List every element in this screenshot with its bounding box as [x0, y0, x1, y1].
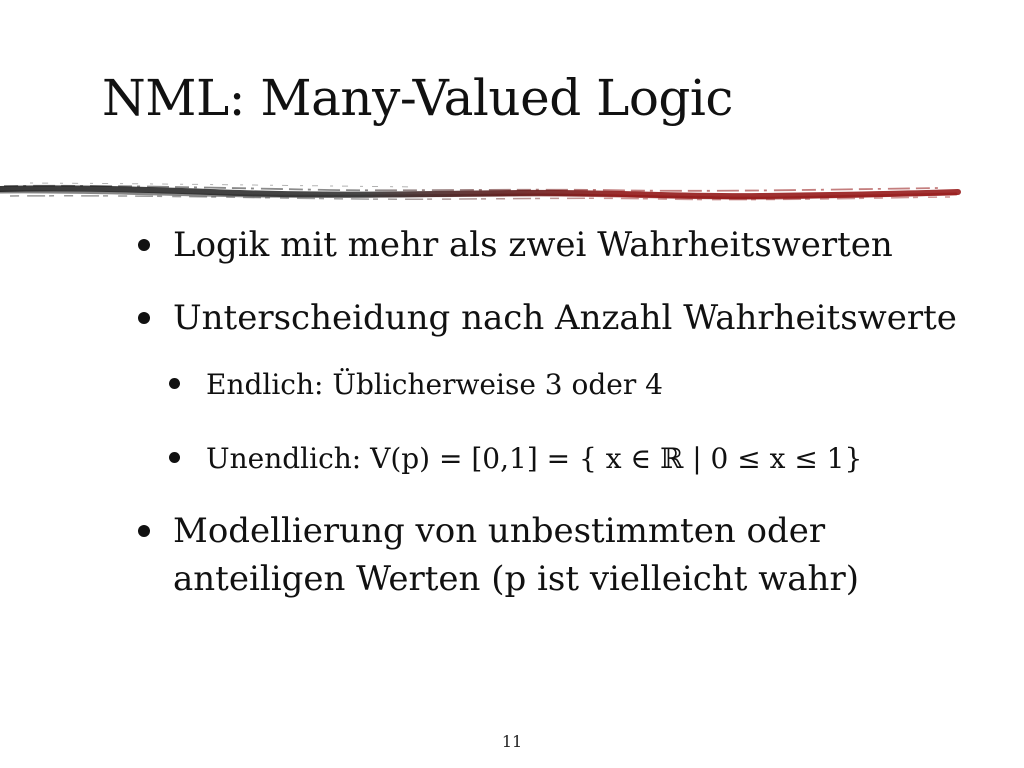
bullet-text: Modellierung von unbestimmten oder	[173, 511, 826, 551]
bullet-text: anteiligen Werten (p ist vielleicht wahr)	[173, 559, 859, 599]
bullet-item	[173, 507, 825, 555]
bullet-text: Endlich: Üblicherweise 3 oder 4	[206, 368, 663, 401]
page-number: 11	[501, 732, 523, 751]
bullet-item	[173, 294, 957, 342]
bullet-text: Unterscheidung nach Anzahl Wahrheitswerte	[173, 298, 957, 338]
bullet-text: Unendlich: V(p) = [0,1] = { x ∈ ℝ | 0 ≤ x ≤ 1}	[206, 442, 863, 475]
slide-title: NML: Many-Valued Logic	[102, 69, 733, 127]
bullet-dot-icon	[138, 525, 150, 537]
bullet-dot-icon	[138, 239, 150, 251]
sub-bullet-item	[206, 439, 862, 479]
sub-bullet-item	[206, 365, 663, 405]
bullet-dot-icon	[138, 312, 150, 324]
bullet-item	[173, 221, 893, 269]
bullet-dot-icon	[169, 452, 180, 463]
bullet-text: Logik mit mehr als zwei Wahrheitswerten	[173, 225, 893, 265]
bullet-item-continuation	[173, 555, 859, 603]
bullet-dot-icon	[169, 378, 180, 389]
